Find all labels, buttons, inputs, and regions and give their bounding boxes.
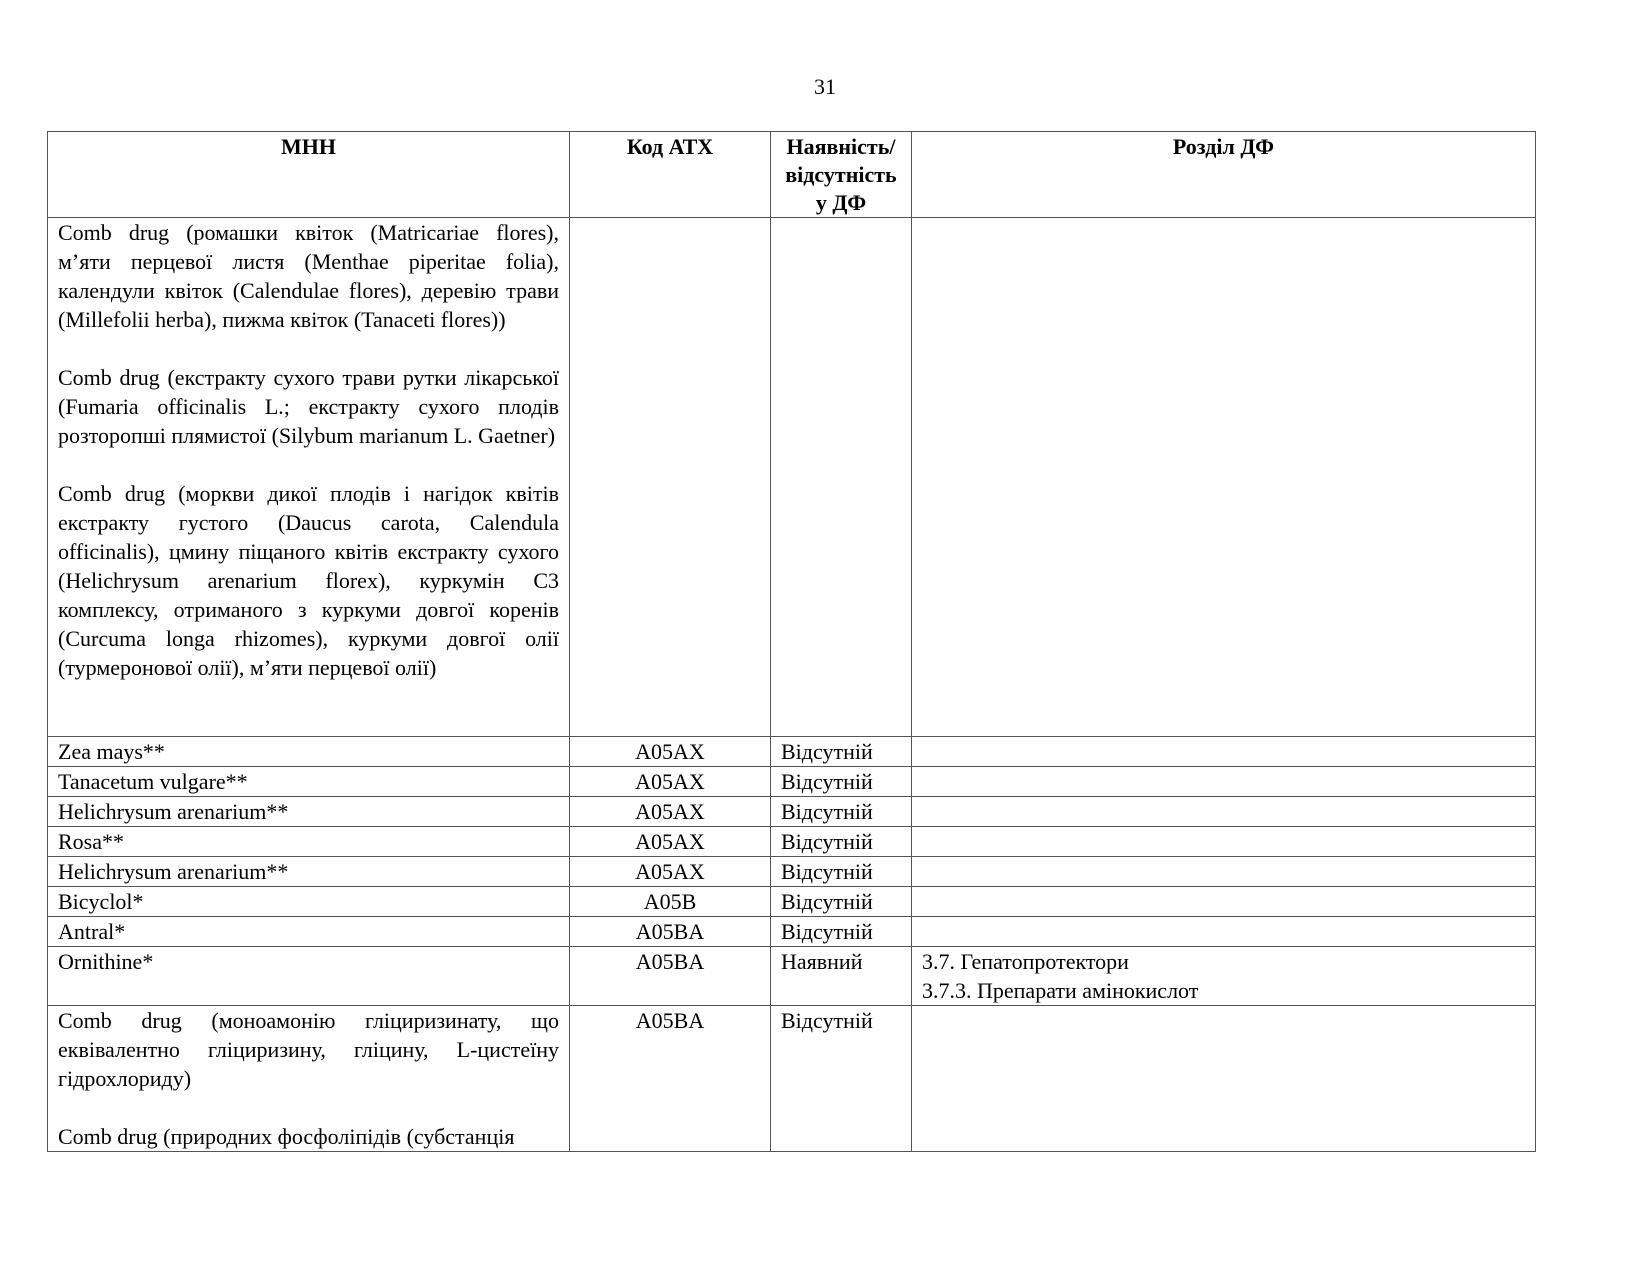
mnn-cell: Helichrysum arenarium** [48,797,570,827]
table-row [48,827,1536,857]
table-row [48,947,1536,1006]
table-row [48,917,1536,947]
table-header-row [48,132,1536,218]
table-row [48,737,1536,767]
table-row [48,857,1536,887]
mnn-paragraph: Comb drug (природних фосфоліпідів (субстанція [58,1124,515,1149]
presence-cell: Відсутній [771,797,912,827]
presence-cell: Відсутній [771,857,912,887]
atc-cell: A05BA [570,947,771,1006]
header-atc-code: Код АТХ [570,132,771,218]
page-number: 31 [814,74,836,99]
section-line: 3.7.3. Препарати амінокислот [922,978,1199,1003]
presence-cell: Відсутній [771,917,912,947]
atc-cell: A05AX [570,797,771,827]
mnn-paragraph: Comb drug (екстракту сухого трави рутки лікарської (Fumaria officinalis L.; екстракту сухого плодів розторопші плямистої (Silybum marianum L. Gaetner) [58,365,559,448]
presence-cell: Відсутній [771,737,912,767]
header-mnn: МНН [48,132,570,218]
section-cell [912,827,1536,857]
section-cell [912,887,1536,917]
table-row [48,1006,1536,1152]
header-presence: Наявність/відсутність у ДФ [771,132,912,218]
section-line: 3.7. Гепатопротектори [922,949,1129,974]
presence-cell: Відсутній [771,887,912,917]
atc-cell: A05AX [570,767,771,797]
section-cell [912,1006,1536,1152]
presence-cell: Відсутній [771,827,912,857]
mnn-cell [48,218,570,737]
table-row [48,797,1536,827]
mnn-cell: Antral* [48,917,570,947]
mnn-paragraph: Comb drug (моркви дикої плодів і нагідок квітів екстракту густого (Daucus carota, Calendula officinalis), цмину піщаного квітів екстракту сухого (Helichrysum arenarium florex), куркумін С3 комплексу, отриманого з куркуми довгої коренів (Curcuma longa rhizomes), куркуми довгої олії (турмеронової олії), м’яти перцевої олії) [58,481,559,680]
table-row [48,887,1536,917]
atc-cell: A05AX [570,857,771,887]
presence-cell [771,218,912,737]
header-section: Розділ ДФ [912,132,1536,218]
section-cell [912,797,1536,827]
presence-cell: Відсутній [771,767,912,797]
atc-cell: A05AX [570,737,771,767]
table-row [48,218,1536,737]
mnn-cell [48,1006,570,1152]
mnn-cell: Tanacetum vulgare** [48,767,570,797]
section-cell [912,218,1536,737]
atc-cell: A05BA [570,1006,771,1152]
section-cell [912,737,1536,767]
presence-cell: Наявний [771,947,912,1006]
section-cell [912,767,1536,797]
mnn-cell: Bicyclol* [48,887,570,917]
mnn-paragraph: Comb drug (моноамонію гліциризинату, що еквівалентно гліциризину, гліцину, L-цистеїну гідрохлориду) [58,1008,559,1091]
atc-cell: A05B [570,887,771,917]
section-cell [912,947,1536,1006]
section-cell [912,917,1536,947]
drug-table [47,131,1536,1152]
mnn-cell: Ornithine* [48,947,570,1006]
presence-cell: Відсутній [771,1006,912,1152]
atc-cell [570,218,771,737]
mnn-cell: Rosa** [48,827,570,857]
mnn-cell: Helichrysum arenarium** [48,857,570,887]
atc-cell: A05BA [570,917,771,947]
mnn-cell: Zea mays** [48,737,570,767]
section-cell [912,857,1536,887]
mnn-paragraph: Comb drug (ромашки квіток (Matricariae flores), м’яти перцевої листя (Menthae piperitae folia), календули квіток (Calendulae flores), деревію трави (Millefolii herba), пижма квіток (Tanaceti flores)) [58,220,559,332]
table-row [48,767,1536,797]
atc-cell: A05AX [570,827,771,857]
